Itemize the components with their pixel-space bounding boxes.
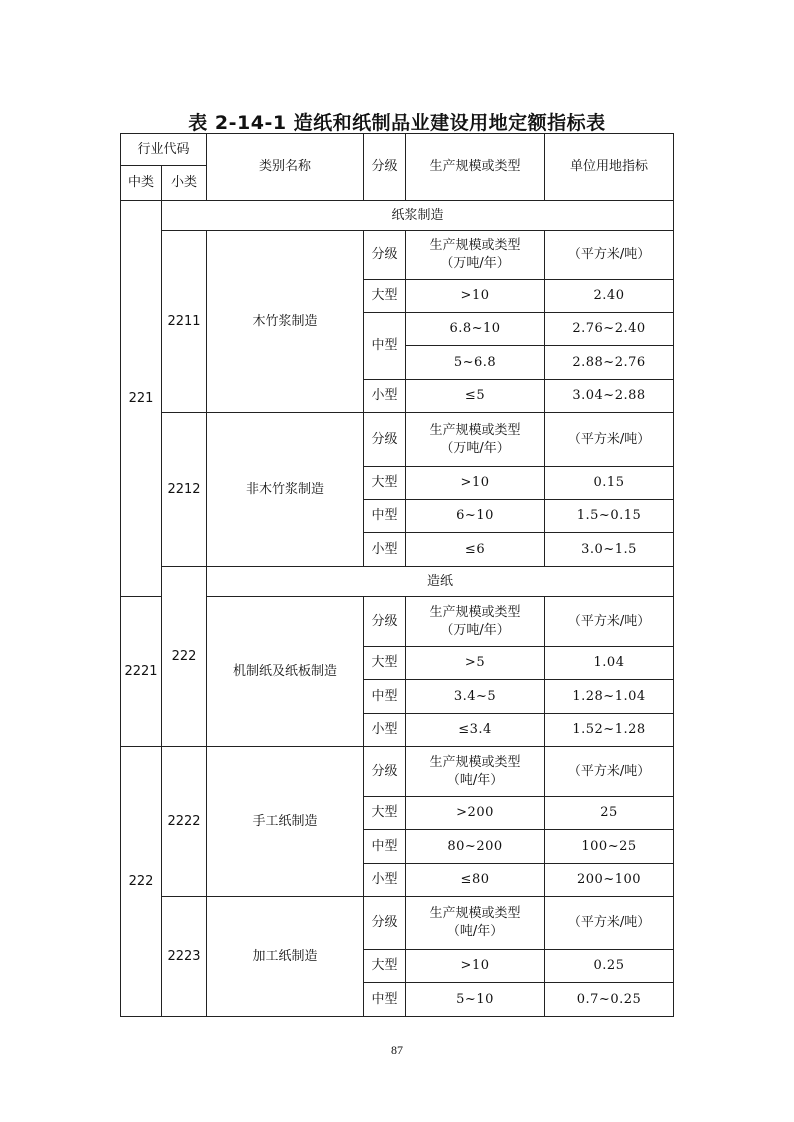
indicator-header: 单位用地指标 xyxy=(545,134,674,201)
scale-header: 生产规模或类型 xyxy=(406,134,545,201)
scale-unit: （万吨/年） xyxy=(440,256,510,271)
mid-class-code: 222 xyxy=(162,567,207,747)
scale-unit: （吨/年） xyxy=(446,924,504,939)
grade-cell: 小型 xyxy=(364,864,406,897)
mid-class-header: 中类 xyxy=(121,166,162,201)
grade-cell: 大型 xyxy=(364,280,406,313)
indicator-unit: （平方米/吨） xyxy=(545,597,674,647)
scale-label xyxy=(406,747,545,797)
page-number: 87 xyxy=(391,1043,403,1057)
grade-label: 分级 xyxy=(364,231,406,280)
indicator-cell: 1.5~0.15 xyxy=(545,500,674,533)
header-row xyxy=(121,134,674,166)
scale-cell: >10 xyxy=(406,280,545,313)
scale-cell: >10 xyxy=(406,950,545,983)
scale-label xyxy=(406,231,545,280)
scale-cell: >10 xyxy=(406,467,545,500)
scale-label-line: 生产规模或类型 xyxy=(429,754,521,770)
indicator-cell: 1.04 xyxy=(545,647,674,680)
group-title: 纸浆制造 xyxy=(162,201,674,231)
small-class-code: 2221 xyxy=(121,597,162,747)
scale-label-line: 生产规模或类型 xyxy=(429,906,521,922)
category-name: 手工纸制造 xyxy=(207,747,364,897)
scale-cell: ≤5 xyxy=(406,380,545,413)
mid-class-code: 222 xyxy=(121,747,162,1017)
indicator-unit: （平方米/吨） xyxy=(545,747,674,797)
scale-unit: （万吨/年） xyxy=(440,440,510,456)
sub-header-row xyxy=(121,897,674,950)
industry-code-header: 行业代码 xyxy=(121,134,207,166)
indicator-unit: （平方米/吨） xyxy=(545,413,674,467)
grade-cell: 大型 xyxy=(364,647,406,680)
grade-cell: 中型 xyxy=(364,500,406,533)
scale-cell: ≤80 xyxy=(406,864,545,897)
indicator-unit: （平方米/吨） xyxy=(545,897,674,950)
indicator-cell: 2.76~2.40 xyxy=(545,313,674,346)
grade-label: 分级 xyxy=(364,897,406,950)
indicator-cell: 1.52~1.28 xyxy=(545,714,674,747)
grade-cell: 大型 xyxy=(364,467,406,500)
scale-cell: >200 xyxy=(406,797,545,830)
indicator-unit: （平方米/吨） xyxy=(545,231,674,280)
scale-label-line: 生产规模或类型 xyxy=(429,238,521,254)
grade-header: 分级 xyxy=(364,134,406,201)
scale-cell: 5~6.8 xyxy=(406,346,545,380)
grade-cell: 小型 xyxy=(364,533,406,567)
scale-cell: 5~10 xyxy=(406,983,545,1017)
indicator-cell: 200~100 xyxy=(545,864,674,897)
small-class-code: 2223 xyxy=(162,897,207,1017)
scale-cell: 6~10 xyxy=(406,500,545,533)
small-class-code: 2211 xyxy=(162,231,207,413)
indicator-cell: 0.15 xyxy=(545,467,674,500)
grade-cell: 中型 xyxy=(364,983,406,1017)
scale-label xyxy=(406,897,545,950)
grade-cell: 小型 xyxy=(364,714,406,747)
category-name: 机制纸及纸板制造 xyxy=(207,597,364,747)
scale-label xyxy=(406,413,545,467)
indicator-cell: 3.04~2.88 xyxy=(545,380,674,413)
scale-cell: >5 xyxy=(406,647,545,680)
scale-label-line: 生产规模或类型 xyxy=(429,422,521,438)
category-name: 加工纸制造 xyxy=(207,897,364,1017)
category-name: 木竹浆制造 xyxy=(207,231,364,413)
scale-cell: 80~200 xyxy=(406,830,545,864)
grade-cell: 中型 xyxy=(364,680,406,714)
indicator-cell: 3.0~1.5 xyxy=(545,533,674,567)
small-class-code: 2222 xyxy=(162,747,207,897)
grade-cell: 大型 xyxy=(364,797,406,830)
sub-header-row xyxy=(121,413,674,467)
indicator-cell: 0.25 xyxy=(545,950,674,983)
table-title: 表 2-14-1 造纸和纸制品业建设用地定额指标表 xyxy=(188,112,606,134)
scale-unit: （万吨/年） xyxy=(440,622,510,638)
small-class-header: 小类 xyxy=(162,166,207,201)
scale-unit: （吨/年） xyxy=(446,772,504,788)
small-class-code: 2212 xyxy=(162,413,207,567)
sub-header-row xyxy=(121,747,674,797)
scale-cell: 3.4~5 xyxy=(406,680,545,714)
table-row xyxy=(121,201,674,231)
scale-cell: ≤3.4 xyxy=(406,714,545,747)
grade-label: 分级 xyxy=(364,413,406,467)
scale-cell: 6.8~10 xyxy=(406,313,545,346)
grade-label: 分级 xyxy=(364,597,406,647)
indicator-cell: 1.28~1.04 xyxy=(545,680,674,714)
indicator-cell: 0.7~0.25 xyxy=(545,983,674,1017)
indicator-cell: 25 xyxy=(545,797,674,830)
indicator-cell: 2.88~2.76 xyxy=(545,346,674,380)
grade-cell: 小型 xyxy=(364,380,406,413)
mid-class-code: 221 xyxy=(121,201,162,597)
indicator-cell: 2.40 xyxy=(545,280,674,313)
group-title: 造纸 xyxy=(207,567,674,597)
land-quota-table xyxy=(120,133,674,1017)
grade-cell: 大型 xyxy=(364,950,406,983)
table-row xyxy=(121,567,674,597)
grade-cell: 中型 xyxy=(364,313,406,380)
grade-cell: 中型 xyxy=(364,830,406,864)
sub-header-row xyxy=(121,231,674,280)
scale-cell: ≤6 xyxy=(406,533,545,567)
scale-label-line: 生产规模或类型 xyxy=(429,604,521,620)
category-name: 非木竹浆制造 xyxy=(207,413,364,567)
category-name-header: 类别名称 xyxy=(207,134,364,201)
grade-label: 分级 xyxy=(364,747,406,797)
indicator-cell: 100~25 xyxy=(545,830,674,864)
scale-label xyxy=(406,597,545,647)
